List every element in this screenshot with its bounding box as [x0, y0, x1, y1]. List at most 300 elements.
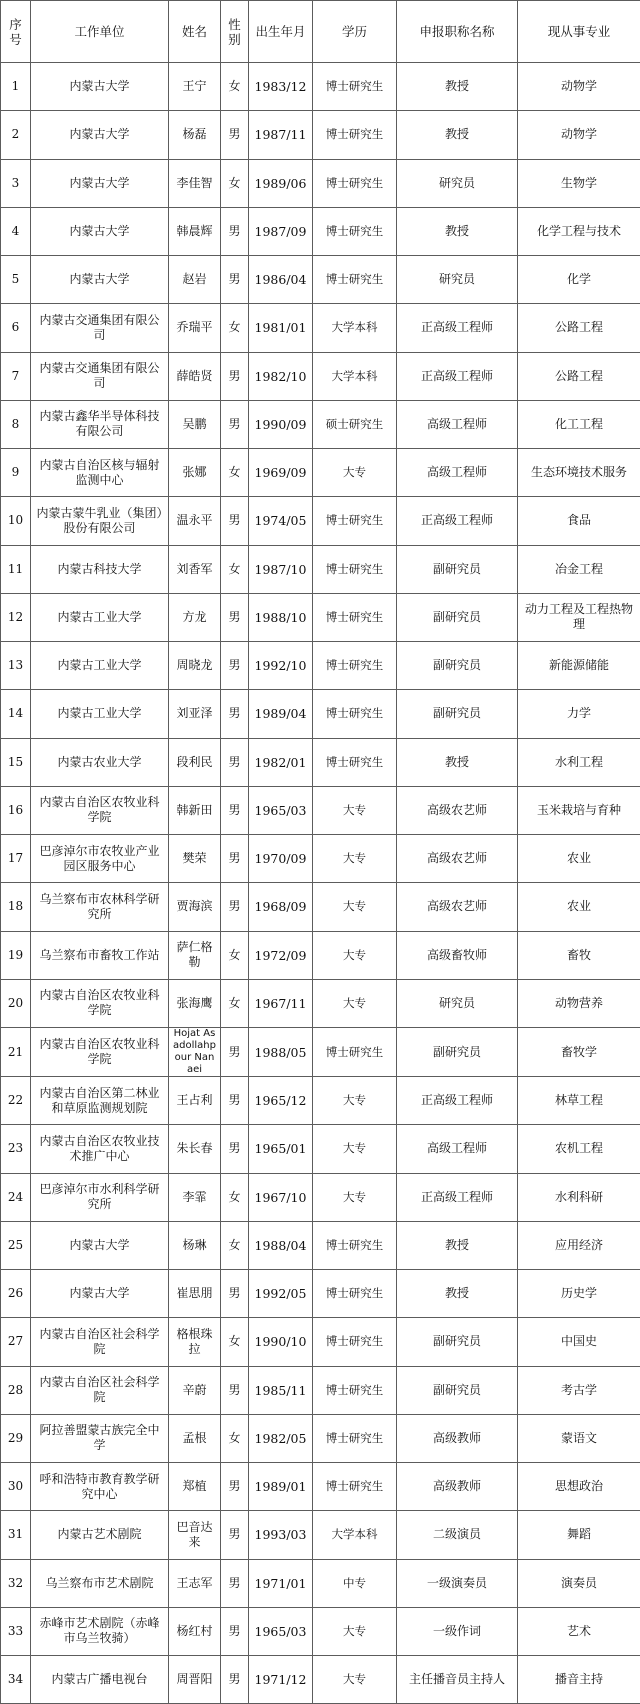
cell-unit: 乌兰察布市畜牧工作站 [31, 931, 169, 979]
cell-no: 10 [1, 497, 31, 545]
cell-gender: 女 [221, 1318, 249, 1366]
cell-name: 郑植 [169, 1463, 221, 1511]
cell-gender: 男 [221, 593, 249, 641]
cell-gender: 女 [221, 545, 249, 593]
table-row [1, 1221, 640, 1269]
cell-title: 副研究员 [397, 642, 518, 690]
cell-major: 蒙语文 [518, 1414, 640, 1462]
table-row [1, 1077, 640, 1125]
cell-name: 王志军 [169, 1559, 221, 1607]
cell-name: 韩晨辉 [169, 207, 221, 255]
cell-no: 30 [1, 1463, 31, 1511]
header-cell-title: 申报职称名称 [397, 1, 518, 63]
cell-no: 22 [1, 1077, 31, 1125]
cell-name: 孟根 [169, 1414, 221, 1462]
cell-unit: 内蒙古自治区核与辐射监测中心 [31, 449, 169, 497]
cell-name: 杨琳 [169, 1221, 221, 1269]
cell-gender: 男 [221, 786, 249, 834]
cell-name: 崔思朋 [169, 1270, 221, 1318]
cell-birth: 1965/03 [249, 786, 313, 834]
cell-birth: 1990/09 [249, 400, 313, 448]
table-row [1, 883, 640, 931]
cell-edu: 博士研究生 [313, 642, 397, 690]
cell-edu: 博士研究生 [313, 738, 397, 786]
table-row [1, 979, 640, 1027]
cell-unit: 内蒙古大学 [31, 256, 169, 304]
table-row [1, 738, 640, 786]
cell-no: 8 [1, 400, 31, 448]
cell-no: 34 [1, 1656, 31, 1704]
cell-edu: 大专 [313, 883, 397, 931]
cell-birth: 1970/09 [249, 835, 313, 883]
cell-name: 张娜 [169, 449, 221, 497]
cell-birth: 1993/03 [249, 1511, 313, 1559]
cell-name: 杨磊 [169, 111, 221, 159]
table-row [1, 931, 640, 979]
cell-edu: 博士研究生 [313, 207, 397, 255]
cell-title: 研究员 [397, 256, 518, 304]
cell-no: 3 [1, 159, 31, 207]
cell-edu: 大专 [313, 979, 397, 1027]
table-row [1, 256, 640, 304]
cell-no: 25 [1, 1221, 31, 1269]
cell-unit: 乌兰察布市农林科学研究所 [31, 883, 169, 931]
cell-title: 教授 [397, 207, 518, 255]
cell-edu: 大学本科 [313, 352, 397, 400]
cell-edu: 中专 [313, 1559, 397, 1607]
cell-edu: 大专 [313, 786, 397, 834]
table-row [1, 1511, 640, 1559]
table-row [1, 111, 640, 159]
cell-birth: 1987/09 [249, 207, 313, 255]
cell-gender: 男 [221, 207, 249, 255]
cell-birth: 1987/10 [249, 545, 313, 593]
cell-name: 巴音达来 [169, 1511, 221, 1559]
cell-no: 11 [1, 545, 31, 593]
cell-name: 萨仁格勒 [169, 931, 221, 979]
cell-major: 公路工程 [518, 352, 640, 400]
table-row [1, 352, 640, 400]
cell-gender: 男 [221, 835, 249, 883]
cell-birth: 1987/11 [249, 111, 313, 159]
table-row [1, 1463, 640, 1511]
cell-unit: 内蒙古工业大学 [31, 690, 169, 738]
cell-birth: 1989/01 [249, 1463, 313, 1511]
cell-name: 周晓龙 [169, 642, 221, 690]
cell-no: 23 [1, 1125, 31, 1173]
cell-gender: 男 [221, 352, 249, 400]
cell-major: 畜牧学 [518, 1028, 640, 1077]
table-row [1, 449, 640, 497]
cell-name: 温永平 [169, 497, 221, 545]
cell-major: 林草工程 [518, 1077, 640, 1125]
cell-major: 思想政治 [518, 1463, 640, 1511]
cell-major: 化学 [518, 256, 640, 304]
cell-unit: 内蒙古自治区农牧业科学院 [31, 979, 169, 1027]
cell-title: 高级农艺师 [397, 786, 518, 834]
cell-gender: 男 [221, 1607, 249, 1655]
cell-gender: 男 [221, 1270, 249, 1318]
cell-major: 玉米栽培与育种 [518, 786, 640, 834]
cell-no: 24 [1, 1173, 31, 1221]
cell-major: 新能源储能 [518, 642, 640, 690]
cell-title: 教授 [397, 111, 518, 159]
cell-title: 正高级工程师 [397, 352, 518, 400]
cell-name: 格根珠拉 [169, 1318, 221, 1366]
header-cell-edu: 学历 [313, 1, 397, 63]
cell-name: 韩新田 [169, 786, 221, 834]
cell-gender: 女 [221, 1414, 249, 1462]
cell-no: 31 [1, 1511, 31, 1559]
cell-major: 动物学 [518, 63, 640, 111]
cell-gender: 女 [221, 304, 249, 352]
cell-edu: 博士研究生 [313, 1366, 397, 1414]
table-row [1, 1607, 640, 1655]
table-row [1, 1318, 640, 1366]
cell-edu: 博士研究生 [313, 159, 397, 207]
cell-gender: 男 [221, 111, 249, 159]
cell-title: 副研究员 [397, 593, 518, 641]
cell-major: 化工工程 [518, 400, 640, 448]
cell-no: 32 [1, 1559, 31, 1607]
cell-unit: 赤峰市艺术剧院（赤峰市乌兰牧骑） [31, 1607, 169, 1655]
table-row [1, 690, 640, 738]
cell-birth: 1965/03 [249, 1607, 313, 1655]
cell-gender: 男 [221, 1463, 249, 1511]
cell-no: 20 [1, 979, 31, 1027]
cell-no: 16 [1, 786, 31, 834]
cell-birth: 1982/10 [249, 352, 313, 400]
cell-no: 17 [1, 835, 31, 883]
cell-major: 应用经济 [518, 1221, 640, 1269]
cell-unit: 内蒙古交通集团有限公司 [31, 352, 169, 400]
cell-gender: 男 [221, 738, 249, 786]
cell-unit: 乌兰察布市艺术剧院 [31, 1559, 169, 1607]
cell-gender: 男 [221, 1559, 249, 1607]
cell-title: 研究员 [397, 159, 518, 207]
cell-unit: 巴彦淖尔市水利科学研究所 [31, 1173, 169, 1221]
cell-edu: 大专 [313, 1125, 397, 1173]
cell-edu: 大专 [313, 835, 397, 883]
cell-title: 正高级工程师 [397, 304, 518, 352]
cell-birth: 1967/11 [249, 979, 313, 1027]
cell-unit: 呼和浩特市教育教学研究中心 [31, 1463, 169, 1511]
cell-birth: 1990/10 [249, 1318, 313, 1366]
cell-title: 高级农艺师 [397, 883, 518, 931]
cell-major: 演奏员 [518, 1559, 640, 1607]
cell-name: 王占利 [169, 1077, 221, 1125]
cell-edu: 博士研究生 [313, 690, 397, 738]
cell-title: 正高级工程师 [397, 1173, 518, 1221]
table-row [1, 642, 640, 690]
cell-no: 7 [1, 352, 31, 400]
cell-major: 动物营养 [518, 979, 640, 1027]
cell-no: 9 [1, 449, 31, 497]
table-row [1, 1559, 640, 1607]
cell-title: 副研究员 [397, 1318, 518, 1366]
cell-gender: 男 [221, 1511, 249, 1559]
cell-no: 18 [1, 883, 31, 931]
cell-birth: 1972/09 [249, 931, 313, 979]
cell-name: 方龙 [169, 593, 221, 641]
cell-name: 刘亚泽 [169, 690, 221, 738]
cell-gender: 男 [221, 497, 249, 545]
cell-no: 21 [1, 1028, 31, 1077]
cell-name: 辛蔚 [169, 1366, 221, 1414]
table-row [1, 1028, 640, 1077]
cell-name: 贾海滨 [169, 883, 221, 931]
cell-title: 一级演奏员 [397, 1559, 518, 1607]
cell-unit: 内蒙古自治区社会科学院 [31, 1366, 169, 1414]
cell-unit: 内蒙古科技大学 [31, 545, 169, 593]
cell-major: 考古学 [518, 1366, 640, 1414]
cell-major: 动物学 [518, 111, 640, 159]
cell-major: 农机工程 [518, 1125, 640, 1173]
cell-title: 研究员 [397, 979, 518, 1027]
table-row [1, 1414, 640, 1462]
cell-major: 食品 [518, 497, 640, 545]
table-row [1, 835, 640, 883]
cell-name: 周晋阳 [169, 1656, 221, 1704]
cell-name: 李霏 [169, 1173, 221, 1221]
cell-gender: 女 [221, 931, 249, 979]
cell-unit: 内蒙古自治区农牧业科学院 [31, 786, 169, 834]
cell-edu: 博士研究生 [313, 1270, 397, 1318]
cell-name: 张海鹰 [169, 979, 221, 1027]
cell-edu: 博士研究生 [313, 256, 397, 304]
cell-title: 教授 [397, 738, 518, 786]
cell-gender: 男 [221, 690, 249, 738]
cell-edu: 博士研究生 [313, 545, 397, 593]
cell-birth: 1971/12 [249, 1656, 313, 1704]
table-body [1, 63, 640, 1704]
cell-name: 王宁 [169, 63, 221, 111]
cell-edu: 大专 [313, 1656, 397, 1704]
cell-name: 樊荣 [169, 835, 221, 883]
cell-major: 生物学 [518, 159, 640, 207]
cell-gender: 男 [221, 1028, 249, 1077]
table-row [1, 1125, 640, 1173]
table-row [1, 1270, 640, 1318]
cell-no: 1 [1, 63, 31, 111]
cell-unit: 内蒙古自治区农牧业科学院 [31, 1028, 169, 1077]
cell-title: 高级教师 [397, 1414, 518, 1462]
cell-edu: 博士研究生 [313, 593, 397, 641]
cell-no: 12 [1, 593, 31, 641]
cell-birth: 1988/05 [249, 1028, 313, 1077]
cell-unit: 内蒙古交通集团有限公司 [31, 304, 169, 352]
header-cell-birth: 出生年月 [249, 1, 313, 63]
cell-title: 教授 [397, 1270, 518, 1318]
cell-birth: 1981/01 [249, 304, 313, 352]
cell-title: 高级畜牧师 [397, 931, 518, 979]
cell-gender: 男 [221, 883, 249, 931]
cell-unit: 内蒙古农业大学 [31, 738, 169, 786]
cell-major: 中国史 [518, 1318, 640, 1366]
cell-unit: 内蒙古鑫华半导体科技有限公司 [31, 400, 169, 448]
cell-unit: 巴彦淖尔市农牧业产业园区服务中心 [31, 835, 169, 883]
cell-title: 高级工程师 [397, 449, 518, 497]
cell-major: 农业 [518, 883, 640, 931]
cell-gender: 男 [221, 1656, 249, 1704]
cell-no: 6 [1, 304, 31, 352]
cell-name: 杨红村 [169, 1607, 221, 1655]
cell-title: 高级农艺师 [397, 835, 518, 883]
table-row [1, 207, 640, 255]
header-cell-gender: 性别 [221, 1, 249, 63]
cell-edu: 博士研究生 [313, 111, 397, 159]
cell-unit: 内蒙古大学 [31, 1221, 169, 1269]
cell-gender: 女 [221, 979, 249, 1027]
cell-edu: 大专 [313, 1077, 397, 1125]
cell-gender: 男 [221, 1125, 249, 1173]
cell-edu: 博士研究生 [313, 1463, 397, 1511]
cell-edu: 博士研究生 [313, 1221, 397, 1269]
cell-birth: 1985/11 [249, 1366, 313, 1414]
cell-birth: 1992/05 [249, 1270, 313, 1318]
cell-title: 高级工程师 [397, 1125, 518, 1173]
cell-birth: 1982/05 [249, 1414, 313, 1462]
cell-name: Hojat Asadollahpour Nanaei [169, 1028, 221, 1077]
cell-title: 二级演员 [397, 1511, 518, 1559]
cell-birth: 1988/04 [249, 1221, 313, 1269]
cell-no: 13 [1, 642, 31, 690]
cell-no: 33 [1, 1607, 31, 1655]
cell-no: 2 [1, 111, 31, 159]
cell-birth: 1965/01 [249, 1125, 313, 1173]
cell-title: 副研究员 [397, 690, 518, 738]
cell-major: 公路工程 [518, 304, 640, 352]
cell-unit: 内蒙古广播电视台 [31, 1656, 169, 1704]
cell-edu: 大专 [313, 1173, 397, 1221]
cell-gender: 男 [221, 1077, 249, 1125]
header-row [1, 1, 640, 63]
cell-gender: 男 [221, 1366, 249, 1414]
cell-birth: 1971/01 [249, 1559, 313, 1607]
cell-name: 刘香军 [169, 545, 221, 593]
cell-gender: 女 [221, 1221, 249, 1269]
cell-gender: 男 [221, 256, 249, 304]
cell-unit: 内蒙古工业大学 [31, 593, 169, 641]
cell-major: 冶金工程 [518, 545, 640, 593]
cell-title: 副研究员 [397, 545, 518, 593]
table-row [1, 545, 640, 593]
header-cell-major: 现从事专业 [518, 1, 640, 63]
cell-major: 动力工程及工程热物理 [518, 593, 640, 641]
cell-title: 副研究员 [397, 1028, 518, 1077]
cell-birth: 1989/06 [249, 159, 313, 207]
cell-unit: 内蒙古艺术剧院 [31, 1511, 169, 1559]
cell-no: 4 [1, 207, 31, 255]
header-cell-no: 序号 [1, 1, 31, 63]
cell-edu: 大专 [313, 1607, 397, 1655]
cell-edu: 大专 [313, 931, 397, 979]
cell-major: 播音主持 [518, 1656, 640, 1704]
cell-unit: 内蒙古自治区社会科学院 [31, 1318, 169, 1366]
cell-no: 26 [1, 1270, 31, 1318]
cell-birth: 1965/12 [249, 1077, 313, 1125]
cell-gender: 男 [221, 642, 249, 690]
cell-major: 水利工程 [518, 738, 640, 786]
cell-unit: 内蒙古大学 [31, 1270, 169, 1318]
cell-name: 李佳智 [169, 159, 221, 207]
table-row [1, 786, 640, 834]
cell-edu: 博士研究生 [313, 1028, 397, 1077]
cell-unit: 内蒙古大学 [31, 111, 169, 159]
cell-gender: 女 [221, 63, 249, 111]
cell-gender: 女 [221, 1173, 249, 1221]
table-row [1, 1366, 640, 1414]
cell-no: 15 [1, 738, 31, 786]
cell-name: 朱长春 [169, 1125, 221, 1173]
cell-major: 艺术 [518, 1607, 640, 1655]
table-row [1, 593, 640, 641]
cell-major: 化学工程与技术 [518, 207, 640, 255]
cell-title: 一级作词 [397, 1607, 518, 1655]
cell-name: 吴鹏 [169, 400, 221, 448]
cell-title: 教授 [397, 63, 518, 111]
cell-birth: 1983/12 [249, 63, 313, 111]
cell-title: 正高级工程师 [397, 1077, 518, 1125]
cell-birth: 1989/04 [249, 690, 313, 738]
cell-birth: 1974/05 [249, 497, 313, 545]
cell-name: 段利民 [169, 738, 221, 786]
table-row [1, 497, 640, 545]
cell-major: 畜牧 [518, 931, 640, 979]
cell-gender: 女 [221, 449, 249, 497]
cell-birth: 1986/04 [249, 256, 313, 304]
table-row [1, 159, 640, 207]
cell-no: 29 [1, 1414, 31, 1462]
cell-no: 19 [1, 931, 31, 979]
cell-unit: 内蒙古工业大学 [31, 642, 169, 690]
cell-no: 27 [1, 1318, 31, 1366]
table-row [1, 400, 640, 448]
cell-title: 副研究员 [397, 1366, 518, 1414]
cell-birth: 1988/10 [249, 593, 313, 641]
cell-gender: 男 [221, 400, 249, 448]
cell-title: 高级工程师 [397, 400, 518, 448]
header-cell-unit: 工作单位 [31, 1, 169, 63]
cell-major: 生态环境技术服务 [518, 449, 640, 497]
cell-unit: 阿拉善盟蒙古族完全中学 [31, 1414, 169, 1462]
cell-unit: 内蒙古大学 [31, 63, 169, 111]
cell-title: 主任播音员主持人 [397, 1656, 518, 1704]
cell-edu: 大学本科 [313, 304, 397, 352]
cell-edu: 大学本科 [313, 1511, 397, 1559]
cell-no: 28 [1, 1366, 31, 1414]
cell-edu: 大专 [313, 449, 397, 497]
cell-birth: 1968/09 [249, 883, 313, 931]
cell-title: 教授 [397, 1221, 518, 1269]
table-row [1, 304, 640, 352]
cell-unit: 内蒙古大学 [31, 159, 169, 207]
cell-no: 5 [1, 256, 31, 304]
cell-unit: 内蒙古蒙牛乳业（集团）股份有限公司 [31, 497, 169, 545]
cell-title: 正高级工程师 [397, 497, 518, 545]
cell-birth: 1969/09 [249, 449, 313, 497]
cell-edu: 博士研究生 [313, 1318, 397, 1366]
cell-edu: 硕士研究生 [313, 400, 397, 448]
cell-title: 高级教师 [397, 1463, 518, 1511]
cell-name: 赵岩 [169, 256, 221, 304]
cell-name: 薛皓贤 [169, 352, 221, 400]
table-row [1, 1173, 640, 1221]
cell-gender: 女 [221, 159, 249, 207]
table-row [1, 63, 640, 111]
cell-unit: 内蒙古自治区农牧业技术推广中心 [31, 1125, 169, 1173]
cell-major: 力学 [518, 690, 640, 738]
